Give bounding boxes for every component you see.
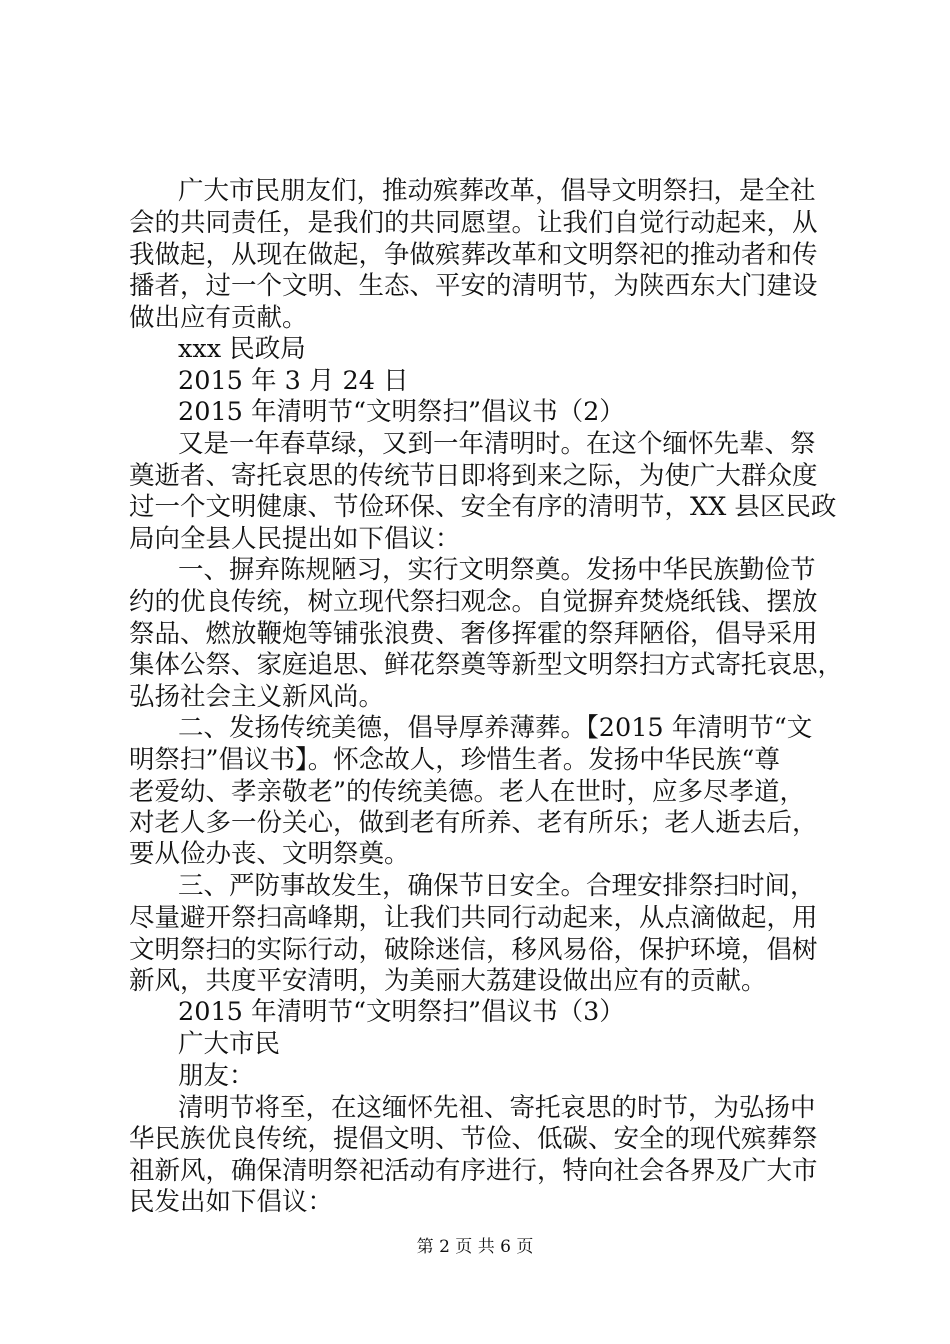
text-line: 朋友： [178, 1061, 255, 1091]
text-line: 过一个文明健康、节俭环保、安全有序的清明节，XX 县区民政 [129, 492, 837, 522]
text-line: xxx 民政局 [178, 334, 306, 364]
text-line: 局向全县人民提出如下倡议： [129, 524, 461, 554]
text-line: 祖新风，确保清明祭祀活动有序进行，特向社会各界及广大市 [129, 1156, 818, 1186]
text-line: 祭品、燃放鞭炮等铺张浪费、奢侈挥霍的祭拜陋俗，倡导采用 [129, 619, 818, 649]
text-line: 一、摒弃陈规陋习，实行文明祭奠。发扬中华民族勤俭节 [178, 555, 816, 585]
text-line: 要从俭办丧、文明祭奠。 [129, 839, 410, 869]
text-line: 二、发扬传统美德，倡导厚养薄葬。【2015 年清明节“文 [178, 713, 813, 743]
section-heading: 2015 年清明节“文明祭扫”倡议书（2） [178, 397, 625, 427]
text-line: 新风，共度平安清明，为美丽大荔建设做出应有的贡献。 [129, 966, 767, 996]
section-heading: 2015 年清明节“文明祭扫”倡议书（3） [178, 997, 625, 1027]
text-line: 奠逝者、寄托哀思的传统节日即将到来之际，为使广大群众度 [129, 461, 818, 491]
text-line: 2015 年 3 月 24 日 [178, 366, 409, 396]
text-line: 华民族优良传统，提倡文明、节俭、低碳、安全的现代殡葬祭 [129, 1124, 818, 1154]
text-line: 尽量避开祭扫高峰期，让我们共同行动起来，从点滴做起，用 [129, 903, 818, 933]
text-line: 对老人多一份关心，做到老有所养、老有所乐；老人逝去后， [129, 808, 818, 838]
page-footer: 第 2 页 共 6 页 [416, 1237, 534, 1257]
text-line: 明祭扫”倡议书】。怀念故人，珍惜生者。发扬中华民族“尊 [129, 745, 780, 775]
text-line: 文明祭扫的实际行动，破除迷信，移风易俗，保护环境，倡树 [129, 935, 818, 965]
text-line: 我做起，从现在做起，争做殡葬改革和文明祭祀的推动者和传 [129, 240, 818, 270]
text-line: 约的优良传统，树立现代祭扫观念。自觉摒弃焚烧纸钱、摆放 [129, 587, 818, 617]
text-line: 做出应有贡献。 [129, 303, 308, 333]
text-line: 播者，过一个文明、生态、平安的清明节，为陕西东大门建设 [129, 271, 818, 301]
text-line: 集体公祭、家庭追思、鲜花祭奠等新型文明祭扫方式寄托哀思， [129, 650, 844, 680]
text-line: 民发出如下倡议： [129, 1187, 334, 1217]
text-line: 三、严防事故发生，确保节日安全。合理安排祭扫时间， [178, 871, 816, 901]
text-line: 弘扬社会主义新风尚。 [129, 682, 385, 712]
text-line: 广大市民 [178, 1029, 281, 1059]
text-line: 会的共同责任，是我们的共同愿望。让我们自觉行动起来，从 [129, 208, 818, 238]
text-line: 清明节将至，在这缅怀先祖、寄托哀思的时节，为弘扬中 [178, 1093, 816, 1123]
text-line: 老爱幼、孝亲敬老”的传统美德。老人在世时，应多尽孝道， [129, 777, 806, 807]
text-line: 又是一年春草绿，又到一年清明时。在这个缅怀先辈、祭 [178, 429, 816, 459]
text-line: 广大市民朋友们，推动殡葬改革，倡导文明祭扫，是全社 [178, 176, 816, 206]
